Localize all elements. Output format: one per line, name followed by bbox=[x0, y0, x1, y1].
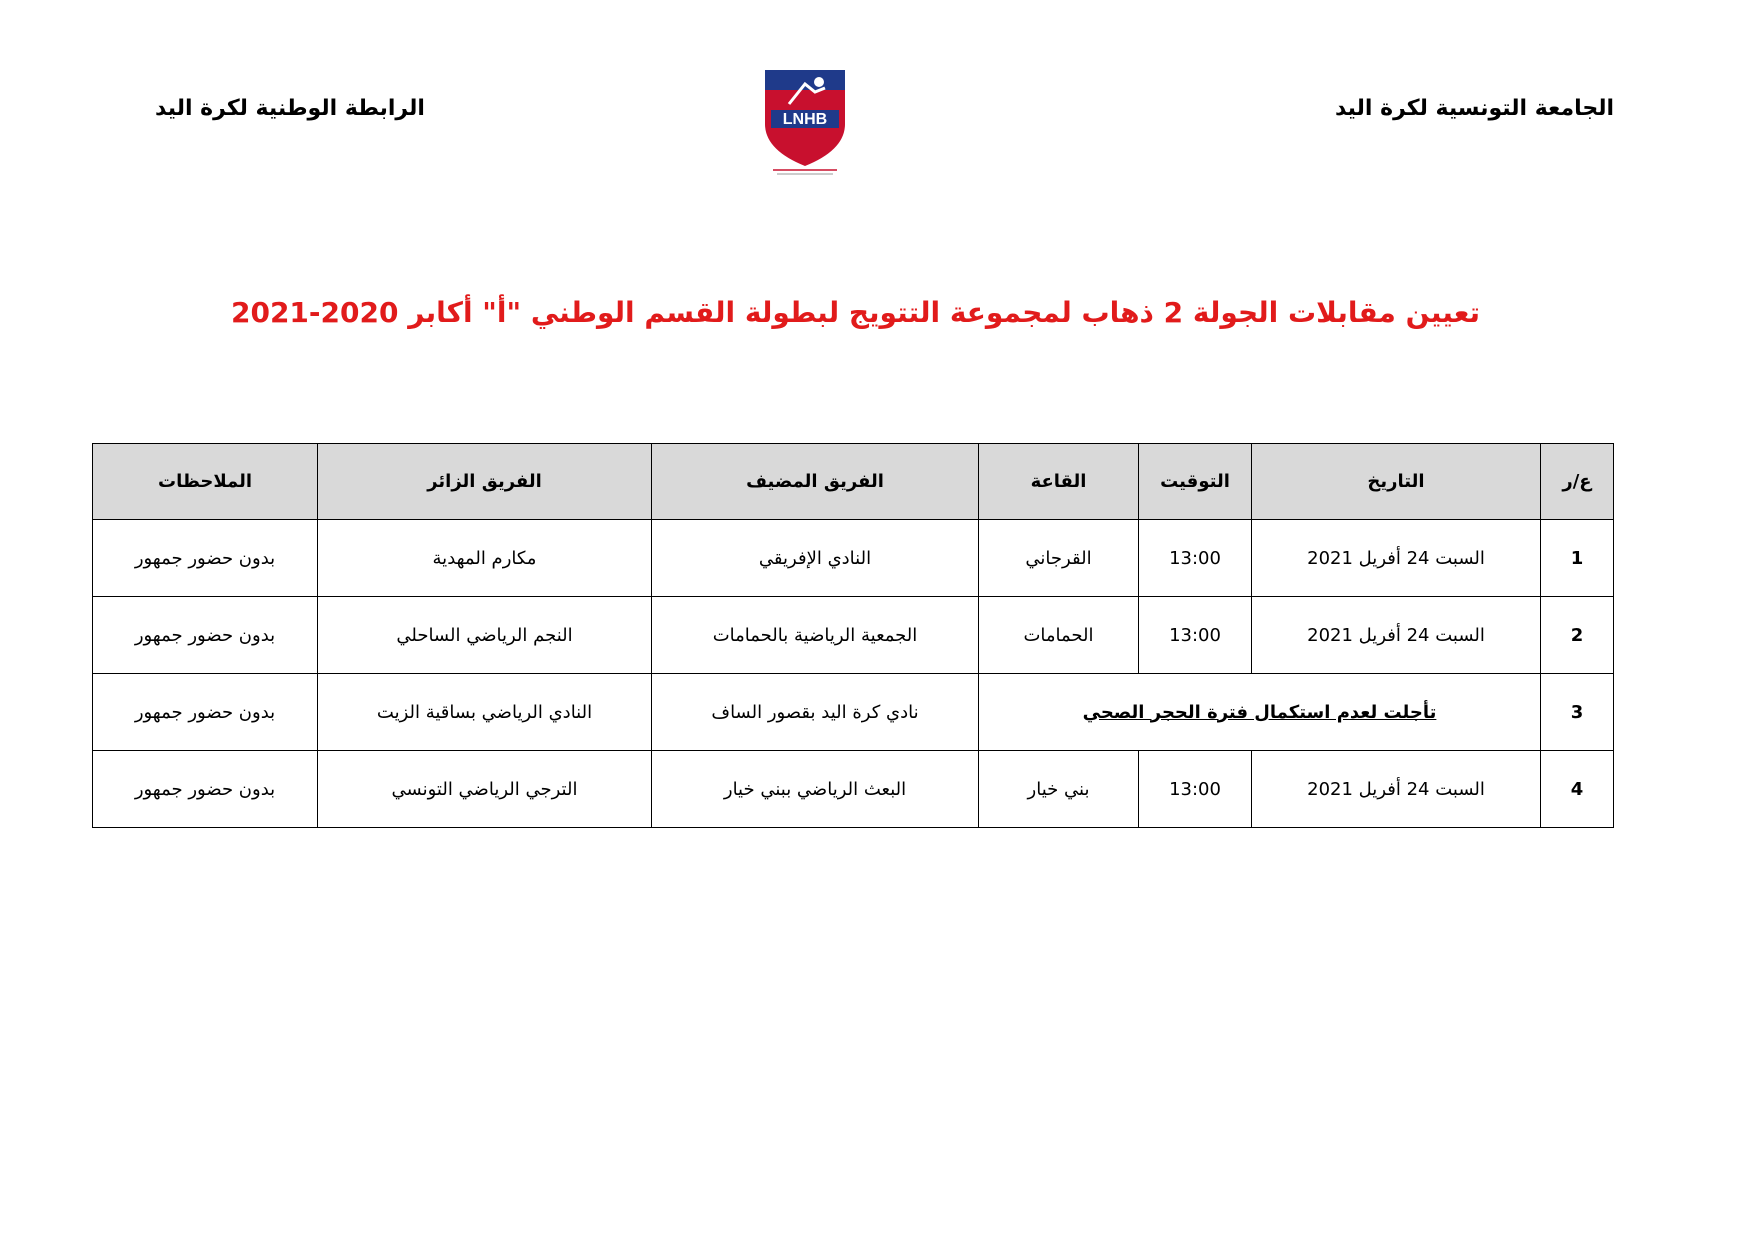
col-header-away-team: الفريق الزائر bbox=[318, 444, 652, 520]
cell-away-team: الترجي الرياضي التونسي bbox=[318, 751, 652, 828]
col-header-time: التوقيت bbox=[1139, 444, 1252, 520]
federation-name: الجامعة التونسية لكرة اليد bbox=[1334, 96, 1614, 121]
page-title: تعيين مقابلات الجولة 2 ذهاب لمجموعة التتويج لبطولة القسم الوطني "أ" أكابر 2020-2021 bbox=[230, 296, 1481, 329]
cell-date: السبت 24 أفريل 2021 bbox=[1252, 751, 1541, 828]
cell-away-team: النادي الرياضي بساقية الزيت bbox=[318, 674, 652, 751]
cell-home-team: البعث الرياضي ببني خيار bbox=[652, 751, 979, 828]
cell-notes: بدون حضور جمهور bbox=[93, 751, 318, 828]
col-header-date: التاريخ bbox=[1252, 444, 1541, 520]
cell-number: 4 bbox=[1541, 751, 1614, 828]
col-header-number: ع/ر bbox=[1541, 444, 1614, 520]
cell-away-team: النجم الرياضي الساحلي bbox=[318, 597, 652, 674]
col-header-venue: القاعة bbox=[979, 444, 1139, 520]
league-name: الرابطة الوطنية لكرة اليد bbox=[155, 96, 425, 121]
table-row bbox=[93, 597, 1614, 674]
match-schedule-table bbox=[92, 443, 1614, 828]
cell-venue: القرجاني bbox=[979, 520, 1139, 597]
cell-date: السبت 24 أفريل 2021 bbox=[1252, 597, 1541, 674]
table-header-row bbox=[93, 444, 1614, 520]
col-header-notes: الملاحظات bbox=[93, 444, 318, 520]
lnhb-logo bbox=[755, 62, 855, 177]
cell-time: 13:00 bbox=[1139, 751, 1252, 828]
cell-home-team: النادي الإفريقي bbox=[652, 520, 979, 597]
cell-notes: بدون حضور جمهور bbox=[93, 674, 318, 751]
cell-notes: بدون حضور جمهور bbox=[93, 597, 318, 674]
cell-postponed-note: تأجلت لعدم استكمال فترة الحجر الصحي bbox=[979, 674, 1541, 751]
cell-venue: الحمامات bbox=[979, 597, 1139, 674]
cell-home-team: نادي كرة اليد بقصور الساف bbox=[652, 674, 979, 751]
col-header-home-team: الفريق المضيف bbox=[652, 444, 979, 520]
cell-venue: بني خيار bbox=[979, 751, 1139, 828]
cell-notes: بدون حضور جمهور bbox=[93, 520, 318, 597]
cell-number: 2 bbox=[1541, 597, 1614, 674]
table-row bbox=[93, 751, 1614, 828]
cell-time: 13:00 bbox=[1139, 520, 1252, 597]
logo-text: LNHB bbox=[782, 111, 828, 128]
cell-time: 13:00 bbox=[1139, 597, 1252, 674]
cell-home-team: الجمعية الرياضية بالحمامات bbox=[652, 597, 979, 674]
table-row bbox=[93, 674, 1614, 751]
cell-date: السبت 24 أفريل 2021 bbox=[1252, 520, 1541, 597]
table-row bbox=[93, 520, 1614, 597]
cell-away-team: مكارم المهدية bbox=[318, 520, 652, 597]
cell-number: 1 bbox=[1541, 520, 1614, 597]
cell-number: 3 bbox=[1541, 674, 1614, 751]
